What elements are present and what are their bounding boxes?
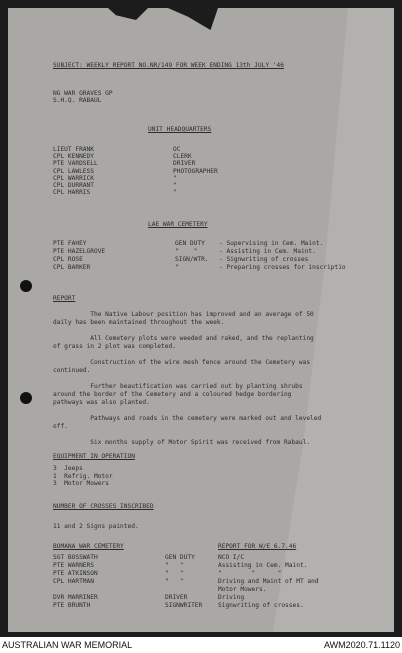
personnel-duty: " " [175,248,198,255]
personnel-role: OC [173,146,181,153]
report-heading: REPORT [53,295,76,302]
from-line-2: S.H.Q. RABAUL [53,97,102,104]
footer-source: AUSTRALIAN WAR MEMORIAL [2,640,133,650]
personnel-name: CPL HARRIS [53,189,91,197]
personnel-name: DVR MARRINER [53,594,98,601]
folded-paper-overlay [258,8,394,632]
personnel-task: Driving [218,594,245,601]
personnel-name: PTE ATKINSON [53,570,98,577]
personnel-name: CPL HARTMAN [53,578,94,585]
personnel-role: DRIVER [173,160,196,168]
report-line: All Cemetery plots were weeded and raked, and the replanting [53,335,314,342]
personnel-task: - Supervising in Cem. Maint. [219,240,324,247]
lae-heading: LAE WAR CEMETERY [148,221,208,228]
personnel-task: Motor Mowers. [218,586,267,593]
personnel-name: SGT BOSSWATH [53,554,98,561]
report-line: Pathways and roads in the cemetery were marked out and leveled [53,415,322,422]
personnel-name: CPL ROSE [53,256,83,263]
personnel-task: - Assisting in Cem. Maint. [219,248,316,255]
personnel-task: - Preparing crosses for inscriptio [219,264,346,271]
report-line: of grass in 2 plot was completed. [53,343,176,350]
unit-hq-heading: UNIT HEADQUARTERS [148,126,212,133]
personnel-name: CPL DURRANT [53,182,94,189]
report-line: daily has been maintained throughout the week. [53,319,225,326]
paper-tear [168,8,218,30]
personnel-task: - Signwriting of crosses [219,256,309,263]
report-line: Further beautification was carried out by planting shrubs [53,383,303,390]
from-line-1: NG WAR GRAVES GP [53,90,113,97]
personnel-task: NCO I/C [218,554,245,561]
crosses-heading: NUMBER OF CROSSES INSCRIBED [53,503,154,510]
report-line: pathways was also planted. [53,399,150,406]
personnel-role: CLERK [173,153,192,161]
personnel-duty: SIGNWRITER [165,602,203,609]
personnel-duty: " " [165,562,184,569]
document-page [8,8,394,632]
personnel-name: PTE FAHEY [53,240,87,247]
bomana-heading: BOMANA WAR CEMETERY [53,543,124,550]
personnel-task: Driving and Maint of MT and [218,578,319,585]
personnel-role: " [173,189,177,197]
personnel-name: PTE VARDSELL [53,160,98,168]
crosses-text: 11 and 2 Signs painted. [53,523,139,530]
equipment-item: 1 Refrig. Motor [53,472,113,480]
personnel-duty: " " [165,578,184,585]
personnel-name: PTE BRUNTH [53,602,91,609]
report-line: around the border of the Cemetery and a coloured hedge bordering [53,391,292,398]
subject-line: SUBJECT: WEEKLY REPORT NO.NR/149 FOR WEEK ENDING 13th JULY '46 [53,62,284,69]
personnel-task: " " " [218,570,282,577]
equipment-item: 3 Motor Mowers [53,480,109,487]
personnel-name: CPL KENNEDY [53,153,94,161]
personnel-role: " [173,182,177,189]
personnel-name: CPL BARKER [53,264,91,271]
punch-hole [20,280,32,292]
personnel-duty: SIGN/WTR. [175,256,209,263]
report-line: Six months supply of Motor Spirit was received from Rabaul. [53,439,311,446]
personnel-duty: GEN DUTY [175,240,205,247]
personnel-name: PTE WARNERS [53,562,94,569]
report-line: The Native Labour position has improved and an average of 50 [53,311,314,318]
footer-accession: AWM2020.71.1120 [323,640,400,650]
personnel-duty: " " [165,570,184,577]
personnel-role: " [173,174,177,182]
equipment-item: 3 Jeeps [53,465,83,472]
report-line: Construction of the wire mesh fence around the Cemetery was [53,359,311,366]
report-line: off. [53,423,68,430]
report-line: continued. [53,367,91,374]
punch-hole [20,392,32,404]
personnel-task: Assisting in Cem. Maint. [218,562,308,569]
personnel-name: CPL WARRICK [53,174,94,182]
personnel-name: CPL LAWLESS [53,167,94,175]
bomana-report-heading: REPORT FOR W/E 6.7.46 [218,543,297,550]
personnel-role: PHOTOGRAPHER [173,167,218,175]
paper-tear [108,8,148,20]
equipment-heading: EQUIPMENT IN OPERATION [53,453,135,460]
personnel-task: Signwriting of crosses. [218,602,304,609]
personnel-duty: DRIVER [165,594,188,601]
personnel-duty: " [175,264,179,271]
personnel-duty: GEN DUTY [165,554,195,561]
personnel-name: LIEUT FRANK [53,146,94,153]
personnel-name: PTE HAZELGROVE [53,248,106,255]
